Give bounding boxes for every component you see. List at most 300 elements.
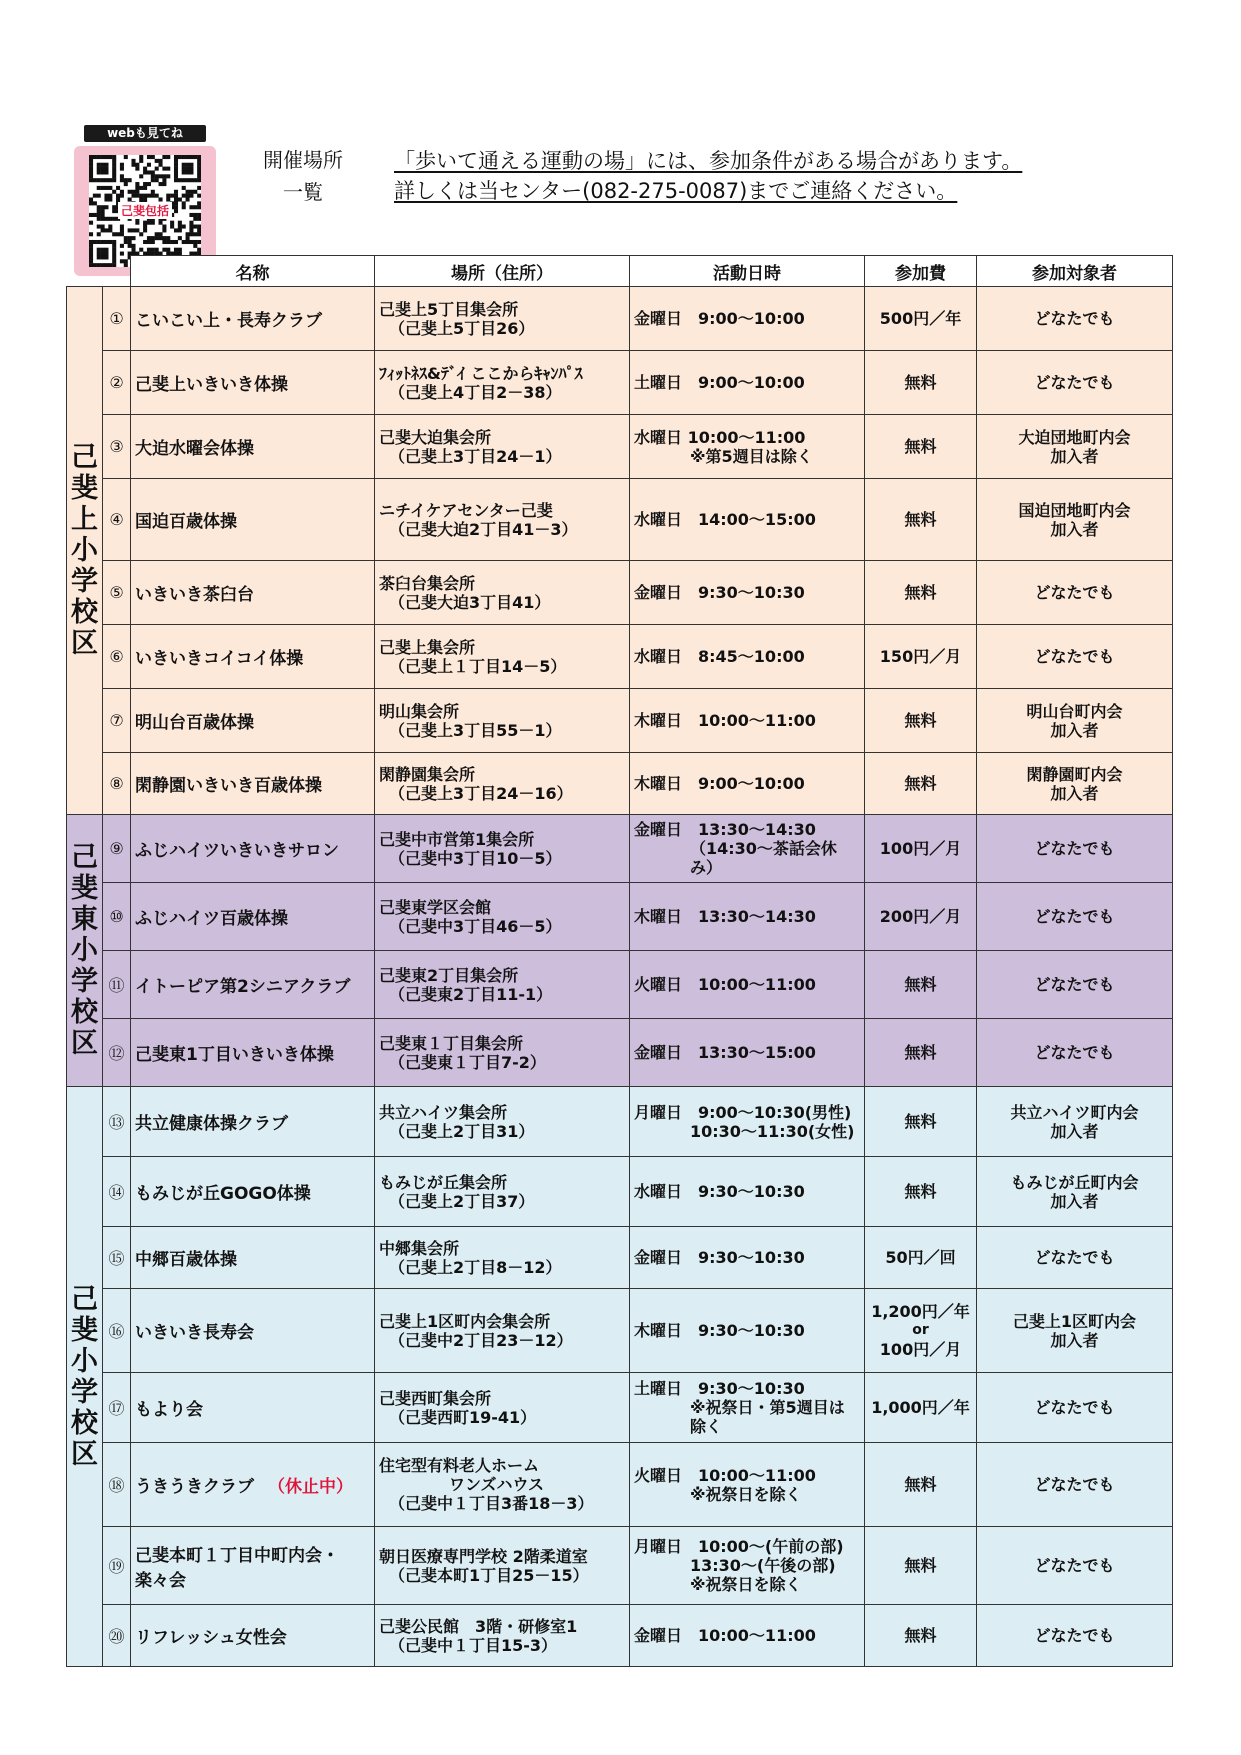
- activity-schedule-line: 水曜日 9:30～10:30: [634, 1182, 805, 1201]
- venue-address: [375, 625, 630, 689]
- eligible-participants-line: どなたでも: [1034, 647, 1115, 666]
- participation-fee-line: 無料: [904, 373, 937, 392]
- table-row: [67, 1019, 1173, 1087]
- venue-address-line: 己斐上1区町内会集会所: [379, 1311, 551, 1331]
- venue-address: [375, 1527, 630, 1605]
- activity-schedule-line: 土曜日 9:00～10:00: [634, 373, 805, 392]
- activity-name-text: イトーピア第2シニアクラブ: [135, 977, 351, 997]
- participation-fee-line: 無料: [904, 1112, 937, 1131]
- venue-address: [375, 1157, 630, 1227]
- school-district-char: 小: [71, 1345, 98, 1377]
- participation-fee: [865, 1605, 977, 1667]
- row-number: ⑤: [103, 561, 131, 625]
- venue-address-line: 住宅型有料老人ホーム: [379, 1456, 540, 1475]
- participation-fee: [865, 415, 977, 479]
- venue-address-line: （己斐上3丁目24－16）: [389, 783, 573, 803]
- activity-name: [131, 479, 375, 561]
- participation-fee: [865, 1289, 977, 1373]
- notice: [394, 146, 1022, 206]
- participation-fee-line: 無料: [904, 975, 937, 994]
- venue-address: [375, 1605, 630, 1667]
- participation-fee-line: 200円／月: [879, 907, 962, 926]
- participation-fee-line: 100円／月: [879, 1340, 962, 1359]
- activity-name: [131, 625, 375, 689]
- activity-schedule-line: ※祝祭日を除く: [690, 1575, 802, 1594]
- school-district-label: [67, 1087, 103, 1667]
- venue-address: [375, 1019, 630, 1087]
- school-district-char: 斐: [71, 1314, 98, 1346]
- eligible-participants: [977, 1527, 1173, 1605]
- header-time: 活動日時: [630, 256, 865, 287]
- venue-address-line: （己斐西町19-41）: [389, 1407, 537, 1427]
- activity-name-text: 己斐本町１丁目中町内会・楽々会: [135, 1545, 339, 1591]
- activity-name-text: リフレッシュ女性会: [135, 1628, 287, 1648]
- activity-name-text: 中郷百歳体操: [135, 1250, 237, 1270]
- activity-schedule-line: 木曜日 10:00～11:00: [634, 711, 816, 730]
- row-number: ⑫: [103, 1019, 131, 1087]
- header-fee: 参加費: [865, 256, 977, 287]
- activity-schedule-line: 月曜日 10:00～(午前の部): [634, 1537, 844, 1556]
- activity-name: [131, 1373, 375, 1443]
- activity-schedule: [630, 415, 865, 479]
- activity-schedule-line: 水曜日 14:00～15:00: [634, 510, 816, 529]
- venue-address-line: 己斐公民館 3階・研修室1: [379, 1616, 578, 1636]
- school-district-char: 校: [71, 1407, 98, 1439]
- activity-schedule-line: 水曜日 8:45～10:00: [634, 647, 805, 666]
- venue-address-line: ワンズハウス: [449, 1475, 545, 1494]
- venue-address-line: （己斐上5丁目26）: [389, 318, 535, 338]
- activity-schedule-line: 月曜日 9:00～10:30(男性): [634, 1102, 852, 1122]
- activity-name: [131, 1443, 375, 1527]
- eligible-participants-line: 加入者: [1050, 783, 1099, 803]
- header-blank: [103, 256, 131, 287]
- table-row: [67, 1157, 1173, 1227]
- eligible-participants-line: どなたでも: [1034, 1398, 1115, 1417]
- eligible-participants-line: 共立ハイツ町内会: [1010, 1102, 1139, 1122]
- activity-name-text: 大迫水曜会体操: [135, 439, 254, 459]
- activity-name: [131, 1289, 375, 1373]
- participation-fee-line: 無料: [904, 711, 937, 730]
- school-district-char: 区: [71, 1438, 98, 1470]
- activity-schedule-line: 木曜日 9:00～10:00: [634, 774, 805, 793]
- participation-fee: [865, 1527, 977, 1605]
- activity-name: [131, 561, 375, 625]
- table-row: [67, 815, 1173, 883]
- school-district-char: 区: [71, 1028, 98, 1059]
- eligible-participants-line: どなたでも: [1034, 1556, 1115, 1575]
- activity-schedule: [630, 1373, 865, 1443]
- table-row: [67, 1373, 1173, 1443]
- header-name: 名称: [131, 256, 375, 287]
- activity-schedule-line: 10:30～11:30(女性): [690, 1121, 855, 1141]
- school-district-char: 斐: [71, 873, 98, 904]
- participation-fee: [865, 753, 977, 815]
- activity-schedule: [630, 1443, 865, 1527]
- table-row: [67, 351, 1173, 415]
- venue-table: [66, 255, 1173, 1667]
- venue-address: [375, 415, 630, 479]
- eligible-participants: [977, 561, 1173, 625]
- venue-address-line: （己斐上2丁目8－12）: [389, 1257, 562, 1277]
- activity-name: [131, 1605, 375, 1667]
- activity-name-text: 共立健康体操クラブ: [135, 1114, 288, 1134]
- participation-fee: [865, 287, 977, 351]
- venue-address-line: 茶臼台集会所: [379, 573, 476, 593]
- venue-address: [375, 287, 630, 351]
- eligible-participants-line: どなたでも: [1034, 309, 1115, 328]
- activity-schedule: [630, 561, 865, 625]
- venue-address-line: 己斐東2丁目集会所: [379, 965, 519, 985]
- activity-schedule-line: 火曜日 10:00～11:00: [634, 975, 816, 994]
- activity-schedule: [630, 951, 865, 1019]
- eligible-participants: [977, 287, 1173, 351]
- participation-fee: [865, 1373, 977, 1443]
- venue-list-title: [248, 144, 358, 208]
- row-number: ③: [103, 415, 131, 479]
- venue-title-line: 一覧: [283, 180, 323, 204]
- venue-address-line: 共立ハイツ集会所: [379, 1102, 508, 1122]
- eligible-participants: [977, 1443, 1173, 1527]
- eligible-participants: [977, 689, 1173, 753]
- activity-schedule-line: ※第5週目は除く: [690, 446, 813, 466]
- venue-address: [375, 351, 630, 415]
- activity-name-text: もみじが丘GOGO体操: [135, 1184, 311, 1204]
- venue-address-line: 己斐東学区会館: [379, 897, 492, 917]
- row-number: ⑳: [103, 1605, 131, 1667]
- activity-schedule: [630, 351, 865, 415]
- participation-fee-line: 無料: [904, 1475, 937, 1494]
- venue-address-line: 閑静園集会所: [379, 764, 476, 784]
- venue-address-line: （己斐中2丁目23－12）: [389, 1330, 573, 1350]
- activity-schedule: [630, 815, 865, 883]
- table-row: [67, 479, 1173, 561]
- notice-line: 詳しくは当センター(082-275-0087)までご連絡ください。: [394, 179, 958, 203]
- venue-address-line: （己斐大迫3丁目41）: [389, 592, 551, 612]
- table-row: [67, 753, 1173, 815]
- participation-fee-line: or: [912, 1322, 929, 1338]
- activity-schedule: [630, 1289, 865, 1373]
- activity-schedule-line: 13:30～(午後の部): [690, 1556, 836, 1575]
- activity-schedule: [630, 1227, 865, 1289]
- participation-fee: [865, 351, 977, 415]
- activity-schedule: [630, 1605, 865, 1667]
- venue-address: [375, 753, 630, 815]
- participation-fee-line: 1,000円／年: [871, 1398, 970, 1417]
- venue-address-line: （己斐東2丁目11-1）: [389, 984, 553, 1004]
- activity-name-text: 明山台百歳体操: [135, 713, 254, 733]
- activity-name: [131, 1157, 375, 1227]
- venue-address: [375, 561, 630, 625]
- venue-address-line: 中郷集会所: [379, 1238, 460, 1258]
- venue-address: [375, 1227, 630, 1289]
- table-row: [67, 1605, 1173, 1667]
- school-district-char: 己: [71, 1283, 98, 1315]
- participation-fee: [865, 951, 977, 1019]
- paused-badge: （休止中）: [268, 1477, 353, 1497]
- participation-fee-line: 100円／月: [879, 839, 962, 858]
- activity-schedule-line: 金曜日 9:00～10:00: [634, 309, 805, 328]
- activity-name-text: 己斐東1丁目いきいき体操: [135, 1045, 334, 1065]
- eligible-participants-line: 明山台町内会: [1026, 701, 1123, 721]
- table-row: [67, 1527, 1173, 1605]
- table-row: [67, 561, 1173, 625]
- table-header-row: [67, 256, 1173, 287]
- venue-address-line: 己斐上5丁目集会所: [379, 299, 519, 319]
- row-number: ⑰: [103, 1373, 131, 1443]
- participation-fee-line: 無料: [904, 774, 937, 793]
- activity-name-text: ふじハイツ百歳体操: [135, 909, 288, 929]
- table-row: [67, 415, 1173, 479]
- activity-name: [131, 951, 375, 1019]
- table-row: [67, 689, 1173, 753]
- header-target: 参加対象者: [977, 256, 1173, 287]
- eligible-participants: [977, 753, 1173, 815]
- venue-address: [375, 689, 630, 753]
- table-row: [67, 1087, 1173, 1157]
- notice-line: 「歩いて通える運動の場」には、参加条件がある場合があります。: [394, 149, 1023, 173]
- eligible-participants-line: 己斐上1区町内会: [1012, 1311, 1137, 1331]
- participation-fee: [865, 689, 977, 753]
- participation-fee: [865, 561, 977, 625]
- venue-address-line: （己斐上4丁目2－38）: [389, 382, 562, 402]
- venue-address-line: （己斐中１丁目15-3）: [389, 1635, 558, 1655]
- qr-label: 己斐包括: [118, 202, 172, 219]
- activity-schedule-line: 金曜日 13:30～14:30: [634, 820, 816, 839]
- school-district-char: 校: [71, 597, 98, 628]
- school-district-char: 己: [71, 442, 98, 473]
- activity-schedule: [630, 479, 865, 561]
- participation-fee: [865, 1157, 977, 1227]
- eligible-participants-line: 大迫団地町内会: [1018, 427, 1131, 447]
- eligible-participants-line: どなたでも: [1034, 1043, 1115, 1062]
- eligible-participants-line: 加入者: [1050, 1330, 1099, 1350]
- school-district-char: 学: [71, 966, 98, 997]
- row-number: ⑯: [103, 1289, 131, 1373]
- eligible-participants-line: 加入者: [1050, 519, 1099, 539]
- activity-schedule: [630, 1087, 865, 1157]
- row-number: ⑧: [103, 753, 131, 815]
- row-number: ④: [103, 479, 131, 561]
- row-number: ⑮: [103, 1227, 131, 1289]
- venue-address: [375, 479, 630, 561]
- activity-schedule: [630, 625, 865, 689]
- activity-name: [131, 415, 375, 479]
- venue-address-line: 己斐大迫集会所: [379, 427, 492, 447]
- row-number: ⑲: [103, 1527, 131, 1605]
- row-number: ⑥: [103, 625, 131, 689]
- eligible-participants-line: どなたでも: [1034, 1626, 1115, 1645]
- venue-title-line: 開催場所: [263, 148, 343, 172]
- table-row: [67, 1227, 1173, 1289]
- eligible-participants-line: 国迫団地町内会: [1018, 500, 1131, 520]
- participation-fee: [865, 815, 977, 883]
- participation-fee: [865, 883, 977, 951]
- activity-name: [131, 1087, 375, 1157]
- row-number: ⑬: [103, 1087, 131, 1157]
- activity-name: [131, 753, 375, 815]
- activity-schedule-line: （14:30～茶話会休み）: [690, 839, 837, 877]
- row-number: ⑪: [103, 951, 131, 1019]
- activity-name: [131, 351, 375, 415]
- activity-name-text: いきいき長寿会: [135, 1323, 254, 1343]
- activity-schedule-line: ※祝祭日・第5週目は除く: [690, 1398, 845, 1436]
- activity-name: [131, 815, 375, 883]
- activity-name-text: 国迫百歳体操: [135, 512, 237, 532]
- venue-address-line: 朝日医療専門学校 2階柔道室: [379, 1546, 588, 1566]
- venue-address-line: （己斐上3丁目55－1）: [389, 720, 562, 740]
- participation-fee: [865, 1087, 977, 1157]
- participation-fee: [865, 1227, 977, 1289]
- venue-address-line: （己斐上2丁目31）: [389, 1121, 535, 1141]
- activity-schedule: [630, 753, 865, 815]
- eligible-participants-line: 加入者: [1050, 446, 1099, 466]
- school-district-char: 小: [71, 935, 98, 966]
- activity-name-text: うきうきクラブ: [135, 1477, 254, 1497]
- activity-schedule: [630, 883, 865, 951]
- activity-name: [131, 883, 375, 951]
- participation-fee: [865, 1019, 977, 1087]
- activity-schedule-line: 金曜日 9:30～10:30: [634, 583, 805, 602]
- row-number: ⑱: [103, 1443, 131, 1527]
- venue-address: [375, 1087, 630, 1157]
- eligible-participants-line: どなたでも: [1034, 839, 1115, 858]
- activity-name-text: ふじハイツいきいきサロン: [135, 841, 339, 861]
- activity-name: [131, 1527, 375, 1605]
- header-place: 場所（住所）: [375, 256, 630, 287]
- eligible-participants-line: どなたでも: [1034, 1248, 1115, 1267]
- activity-schedule-line: 金曜日 13:30～15:00: [634, 1043, 816, 1062]
- venue-address-line: （己斐本町1丁目25－15）: [389, 1565, 589, 1585]
- eligible-participants: [977, 1157, 1173, 1227]
- venue-address: [375, 951, 630, 1019]
- eligible-participants: [977, 1605, 1173, 1667]
- venue-address-line: （己斐上１丁目14－5）: [389, 656, 567, 676]
- eligible-participants-line: どなたでも: [1034, 1475, 1115, 1494]
- row-number: ⑨: [103, 815, 131, 883]
- venue-address: [375, 1373, 630, 1443]
- eligible-participants: [977, 351, 1173, 415]
- venue-address-line: （己斐上2丁目37）: [389, 1191, 535, 1211]
- school-district-char: 己: [71, 842, 98, 873]
- venue-address-line: ニチイケアセンター己斐: [379, 500, 553, 520]
- activity-name-text: いきいきコイコイ体操: [135, 649, 304, 669]
- activity-name: [131, 1019, 375, 1087]
- row-number: ①: [103, 287, 131, 351]
- activity-name-text: 己斐上いきいき体操: [135, 375, 288, 395]
- venue-address: [375, 1289, 630, 1373]
- activity-name-text: こいこい上・長寿クラブ: [135, 311, 322, 331]
- venue-address-line: （己斐大迫2丁目41－3）: [389, 519, 578, 539]
- school-district-label: [67, 287, 103, 815]
- activity-schedule-line: 水曜日 10:00～11:00: [634, 427, 806, 447]
- venue-address-line: 己斐中市営第1集会所: [379, 829, 535, 849]
- eligible-participants-line: もみじが丘町内会: [1010, 1172, 1139, 1192]
- eligible-participants-line: 加入者: [1050, 720, 1099, 740]
- venue-address-line: （己斐中3丁目10－5）: [389, 848, 562, 868]
- venue-address-line: （己斐東１丁目7-2）: [389, 1052, 546, 1072]
- eligible-participants: [977, 1087, 1173, 1157]
- participation-fee-line: 50円／回: [885, 1248, 956, 1267]
- eligible-participants: [977, 951, 1173, 1019]
- school-district-char: 区: [71, 628, 98, 659]
- eligible-participants: [977, 1373, 1173, 1443]
- eligible-participants: [977, 1289, 1173, 1373]
- qr-caption: webも見てね: [84, 125, 206, 142]
- eligible-participants-line: 閑静園町内会: [1026, 764, 1123, 784]
- participation-fee-line: 150円／月: [879, 647, 962, 666]
- eligible-participants-line: 加入者: [1050, 1121, 1099, 1141]
- participation-fee-line: 500円／年: [879, 309, 962, 328]
- eligible-participants: [977, 1019, 1173, 1087]
- school-district-char: 校: [71, 997, 98, 1028]
- row-number: ②: [103, 351, 131, 415]
- activity-schedule-line: ※祝祭日を除く: [690, 1484, 802, 1504]
- venue-address: [375, 1443, 630, 1527]
- table-row: [67, 287, 1173, 351]
- participation-fee-line: 無料: [904, 510, 937, 529]
- venue-address-line: 己斐東１丁目集会所: [379, 1033, 524, 1053]
- participation-fee: [865, 625, 977, 689]
- participation-fee-line: 無料: [904, 1043, 937, 1062]
- header-blank: [67, 256, 103, 287]
- activity-name-text: もより会: [135, 1400, 203, 1420]
- participation-fee: [865, 1443, 977, 1527]
- row-number: ⑦: [103, 689, 131, 753]
- eligible-participants: [977, 415, 1173, 479]
- venue-address: [375, 815, 630, 883]
- activity-schedule: [630, 1019, 865, 1087]
- eligible-participants: [977, 883, 1173, 951]
- school-district-char: 小: [71, 535, 98, 566]
- table-row: [67, 625, 1173, 689]
- participation-fee-line: 無料: [904, 1626, 937, 1645]
- table-row: [67, 883, 1173, 951]
- school-district-char: 斐: [71, 473, 98, 504]
- venue-address-line: （己斐上3丁目24－1）: [389, 446, 562, 466]
- eligible-participants-line: どなたでも: [1034, 583, 1115, 602]
- activity-name: [131, 689, 375, 753]
- school-district-char: 東: [71, 904, 98, 935]
- school-district-char: 上: [71, 504, 98, 535]
- participation-fee-line: 無料: [904, 437, 937, 456]
- venue-address-line: もみじが丘集会所: [379, 1172, 508, 1192]
- activity-schedule: [630, 1527, 865, 1605]
- venue-address-line: （己斐中１丁目3番18－3）: [389, 1494, 594, 1513]
- activity-schedule-line: 土曜日 9:30～10:30: [634, 1379, 805, 1398]
- eligible-participants: [977, 625, 1173, 689]
- venue-address-line: （己斐中3丁目46－5）: [389, 916, 562, 936]
- table-row: [67, 951, 1173, 1019]
- eligible-participants-line: どなたでも: [1034, 907, 1115, 926]
- eligible-participants-line: 加入者: [1050, 1191, 1099, 1211]
- activity-schedule: [630, 689, 865, 753]
- qr-block: [74, 125, 216, 276]
- activity-name: [131, 1227, 375, 1289]
- activity-schedule: [630, 287, 865, 351]
- venue-address: [375, 883, 630, 951]
- participation-fee-line: 無料: [904, 1556, 937, 1575]
- activity-name: [131, 287, 375, 351]
- row-number: ⑭: [103, 1157, 131, 1227]
- school-district-label: [67, 815, 103, 1087]
- participation-fee-line: 1,200円／年: [871, 1302, 970, 1321]
- participation-fee: [865, 479, 977, 561]
- table-body: [67, 287, 1173, 1667]
- eligible-participants: [977, 1227, 1173, 1289]
- activity-name-text: いきいき茶臼台: [135, 585, 254, 605]
- school-district-char: 学: [71, 1376, 98, 1408]
- eligible-participants-line: どなたでも: [1034, 373, 1115, 392]
